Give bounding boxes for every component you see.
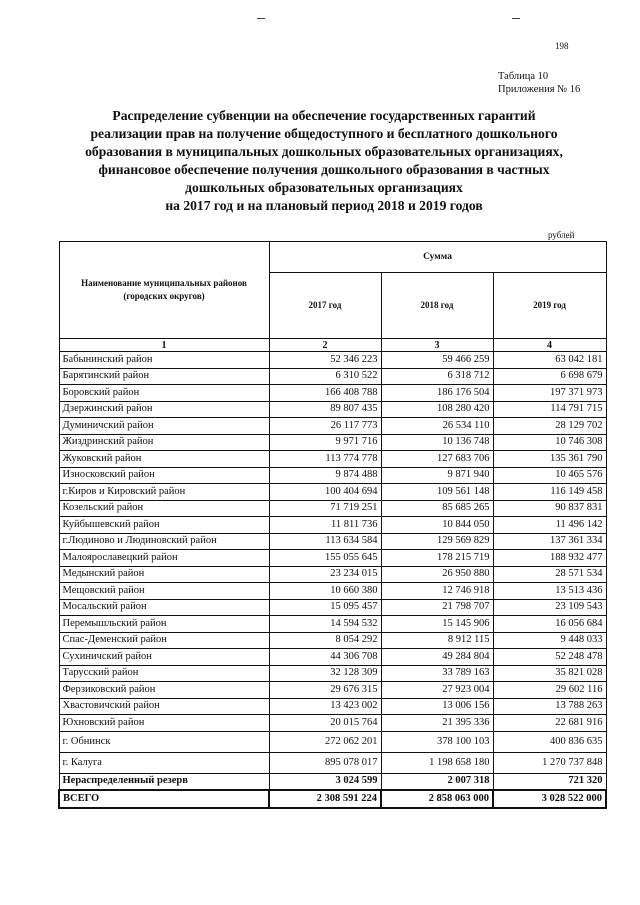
header-year-2019: 2019 год: [493, 272, 606, 338]
title-line: финансовое обеспечение получения дошкольного образования в частных: [98, 162, 550, 177]
table-row: [59, 583, 606, 600]
amount-2017-cell: 9 971 716: [269, 434, 381, 451]
table-row: [59, 533, 606, 550]
amount-2017-cell: 113 634 584: [269, 533, 381, 550]
amount-2017-cell: 10 660 380: [269, 583, 381, 600]
district-name-cell: Барятинский район: [59, 368, 269, 385]
amount-2017-cell: 8 054 292: [269, 632, 381, 649]
table-row: [59, 698, 606, 715]
amount-2019-cell: 16 056 684: [493, 616, 606, 633]
amount-2018-cell: 109 561 148: [381, 484, 493, 501]
amount-2019-cell: 137 361 334: [493, 533, 606, 550]
amount-2018-cell: 9 871 940: [381, 467, 493, 484]
amount-2018-cell: 59 466 259: [381, 352, 493, 369]
table-row: [59, 451, 606, 468]
document-title: [44, 107, 604, 215]
amount-2018-cell: 26 950 880: [381, 566, 493, 583]
amount-2018-cell: 129 569 829: [381, 533, 493, 550]
district-name-cell: Перемышльский район: [59, 616, 269, 633]
appendix-label: Приложения № 16: [498, 84, 581, 95]
amount-2019-cell: 116 149 458: [493, 484, 606, 501]
scan-mark: [512, 18, 520, 19]
district-name-cell: ВСЕГО: [59, 790, 269, 808]
amount-2017-cell: 52 346 223: [269, 352, 381, 369]
amount-2018-cell: 26 534 110: [381, 418, 493, 435]
district-name-cell: г.Киров и Кировский район: [59, 484, 269, 501]
amount-2018-cell: 15 145 906: [381, 616, 493, 633]
table-row: [59, 401, 606, 418]
amount-2019-cell: 13 788 263: [493, 698, 606, 715]
header-year-2018: 2018 год: [381, 272, 493, 338]
amount-2018-cell: 127 683 706: [381, 451, 493, 468]
amount-2019-cell: 3 028 522 000: [493, 790, 606, 808]
amount-2019-cell: 1 270 737 848: [493, 752, 606, 773]
amount-2017-cell: 113 774 778: [269, 451, 381, 468]
amount-2017-cell: 13 423 002: [269, 698, 381, 715]
amount-2017-cell: 29 676 315: [269, 682, 381, 699]
table-row: [59, 418, 606, 435]
reserve-row: [59, 773, 606, 790]
column-index: 1: [59, 339, 269, 352]
amount-2017-cell: 272 062 201: [269, 731, 381, 752]
table-row: [59, 752, 606, 773]
table-row: [59, 434, 606, 451]
table-row: [59, 731, 606, 752]
table-row: [59, 352, 606, 369]
table-row: [59, 550, 606, 567]
amount-2019-cell: 188 932 477: [493, 550, 606, 567]
district-name-cell: Тарусский район: [59, 665, 269, 682]
amount-2017-cell: 32 128 309: [269, 665, 381, 682]
amount-2018-cell: 378 100 103: [381, 731, 493, 752]
table-row: [59, 467, 606, 484]
district-name-cell: Спас-Деменский район: [59, 632, 269, 649]
amount-2017-cell: 11 811 736: [269, 517, 381, 534]
header-name-column: Наименование муниципальных районов (городских округов): [59, 242, 269, 339]
amount-2019-cell: 23 109 543: [493, 599, 606, 616]
amount-2017-cell: 155 055 645: [269, 550, 381, 567]
district-name-cell: г. Обнинск: [59, 731, 269, 752]
amount-2017-cell: 6 310 522: [269, 368, 381, 385]
amount-2019-cell: 52 248 478: [493, 649, 606, 666]
page-number: 198: [555, 41, 569, 51]
amount-2019-cell: 28 129 702: [493, 418, 606, 435]
amount-2018-cell: 108 280 420: [381, 401, 493, 418]
amount-2019-cell: 63 042 181: [493, 352, 606, 369]
title-line: на 2017 год и на плановый период 2018 и 2019 годов: [165, 198, 483, 213]
table-row: [59, 599, 606, 616]
header-sum: Сумма: [269, 242, 606, 273]
district-name-cell: Нераспределенный резерв: [59, 773, 269, 790]
amount-2017-cell: 3 024 599: [269, 773, 381, 790]
amount-2017-cell: 20 015 764: [269, 715, 381, 732]
district-name-cell: Мосальский район: [59, 599, 269, 616]
amount-2018-cell: 178 215 719: [381, 550, 493, 567]
district-name-cell: Дзержинский район: [59, 401, 269, 418]
district-name-cell: Малоярославецкий район: [59, 550, 269, 567]
table-row: [59, 385, 606, 402]
column-index-row: [59, 339, 606, 352]
table-row: [59, 517, 606, 534]
table-label: Таблица 10: [498, 71, 549, 82]
amount-2017-cell: 15 095 457: [269, 599, 381, 616]
amount-2019-cell: 13 513 436: [493, 583, 606, 600]
district-name-cell: Износковский район: [59, 467, 269, 484]
amount-2018-cell: 21 798 707: [381, 599, 493, 616]
amount-2018-cell: 33 789 163: [381, 665, 493, 682]
amount-2017-cell: 89 807 435: [269, 401, 381, 418]
amount-2018-cell: 21 395 336: [381, 715, 493, 732]
amount-2019-cell: 6 698 679: [493, 368, 606, 385]
district-name-cell: Куйбышевский район: [59, 517, 269, 534]
total-row: [59, 790, 606, 808]
amount-2019-cell: 10 465 576: [493, 467, 606, 484]
column-index: 2: [269, 339, 381, 352]
amount-2019-cell: 197 371 973: [493, 385, 606, 402]
amount-2017-cell: 100 404 694: [269, 484, 381, 501]
amount-2018-cell: 8 912 115: [381, 632, 493, 649]
amount-2018-cell: 6 318 712: [381, 368, 493, 385]
table-body: [59, 352, 606, 808]
district-name-cell: Жиздринский район: [59, 434, 269, 451]
amount-2017-cell: 9 874 488: [269, 467, 381, 484]
amount-2018-cell: 12 746 918: [381, 583, 493, 600]
amount-2018-cell: 13 006 156: [381, 698, 493, 715]
header-year-2017: 2017 год: [269, 272, 381, 338]
amount-2018-cell: 10 844 050: [381, 517, 493, 534]
table-row: [59, 566, 606, 583]
amount-2017-cell: 23 234 015: [269, 566, 381, 583]
unit-label: рублей: [548, 230, 575, 240]
amount-2019-cell: 11 496 142: [493, 517, 606, 534]
amount-2017-cell: 895 078 017: [269, 752, 381, 773]
scan-mark: [257, 18, 265, 19]
table-row: [59, 649, 606, 666]
amount-2017-cell: 44 306 708: [269, 649, 381, 666]
amount-2018-cell: 10 136 748: [381, 434, 493, 451]
amount-2017-cell: 71 719 251: [269, 500, 381, 517]
appendix-reference: [498, 70, 580, 96]
district-name-cell: Жуковский район: [59, 451, 269, 468]
amount-2017-cell: 166 408 788: [269, 385, 381, 402]
table-row: [59, 682, 606, 699]
district-name-cell: Ферзиковский район: [59, 682, 269, 699]
column-index: 3: [381, 339, 493, 352]
table-row: [59, 500, 606, 517]
table-row: [59, 616, 606, 633]
amount-2019-cell: 22 681 916: [493, 715, 606, 732]
amount-2018-cell: 1 198 658 180: [381, 752, 493, 773]
district-name-cell: Козельский район: [59, 500, 269, 517]
district-name-cell: Медынский район: [59, 566, 269, 583]
column-index: 4: [493, 339, 606, 352]
amount-2018-cell: 27 923 004: [381, 682, 493, 699]
amount-2018-cell: 2 858 063 000: [381, 790, 493, 808]
amount-2019-cell: 9 448 033: [493, 632, 606, 649]
amount-2019-cell: 29 602 116: [493, 682, 606, 699]
amount-2018-cell: 49 284 804: [381, 649, 493, 666]
title-line: дошкольных образовательных организациях: [185, 180, 463, 195]
district-name-cell: Думиничский район: [59, 418, 269, 435]
amount-2019-cell: 10 746 308: [493, 434, 606, 451]
amount-2017-cell: 2 308 591 224: [269, 790, 381, 808]
district-name-cell: Сухиничский район: [59, 649, 269, 666]
amount-2018-cell: 85 685 265: [381, 500, 493, 517]
district-name-cell: Бабынинский район: [59, 352, 269, 369]
amount-2019-cell: 90 837 831: [493, 500, 606, 517]
district-name-cell: Юхновский район: [59, 715, 269, 732]
subvention-table: [58, 241, 607, 809]
amount-2017-cell: 14 594 532: [269, 616, 381, 633]
table-row: [59, 632, 606, 649]
table-row: [59, 665, 606, 682]
table-row: [59, 368, 606, 385]
district-name-cell: г.Людиново и Людиновский район: [59, 533, 269, 550]
district-name-cell: г. Калуга: [59, 752, 269, 773]
amount-2019-cell: 721 320: [493, 773, 606, 790]
district-name-cell: Мещовский район: [59, 583, 269, 600]
amount-2019-cell: 114 791 715: [493, 401, 606, 418]
amount-2017-cell: 26 117 773: [269, 418, 381, 435]
amount-2019-cell: 35 821 028: [493, 665, 606, 682]
title-line: Распределение субвенции на обеспечение государственных гарантий: [112, 108, 536, 123]
amount-2019-cell: 400 836 635: [493, 731, 606, 752]
amount-2018-cell: 186 176 504: [381, 385, 493, 402]
title-line: образования в муниципальных дошкольных образовательных организациях,: [85, 144, 563, 159]
district-name-cell: Боровский район: [59, 385, 269, 402]
amount-2019-cell: 28 571 534: [493, 566, 606, 583]
amount-2018-cell: 2 007 318: [381, 773, 493, 790]
table-row: [59, 484, 606, 501]
title-line: реализации прав на получение общедоступного и бесплатного дошкольного: [90, 126, 558, 141]
district-name-cell: Хвастовичский район: [59, 698, 269, 715]
amount-2019-cell: 135 361 790: [493, 451, 606, 468]
table-row: [59, 715, 606, 732]
